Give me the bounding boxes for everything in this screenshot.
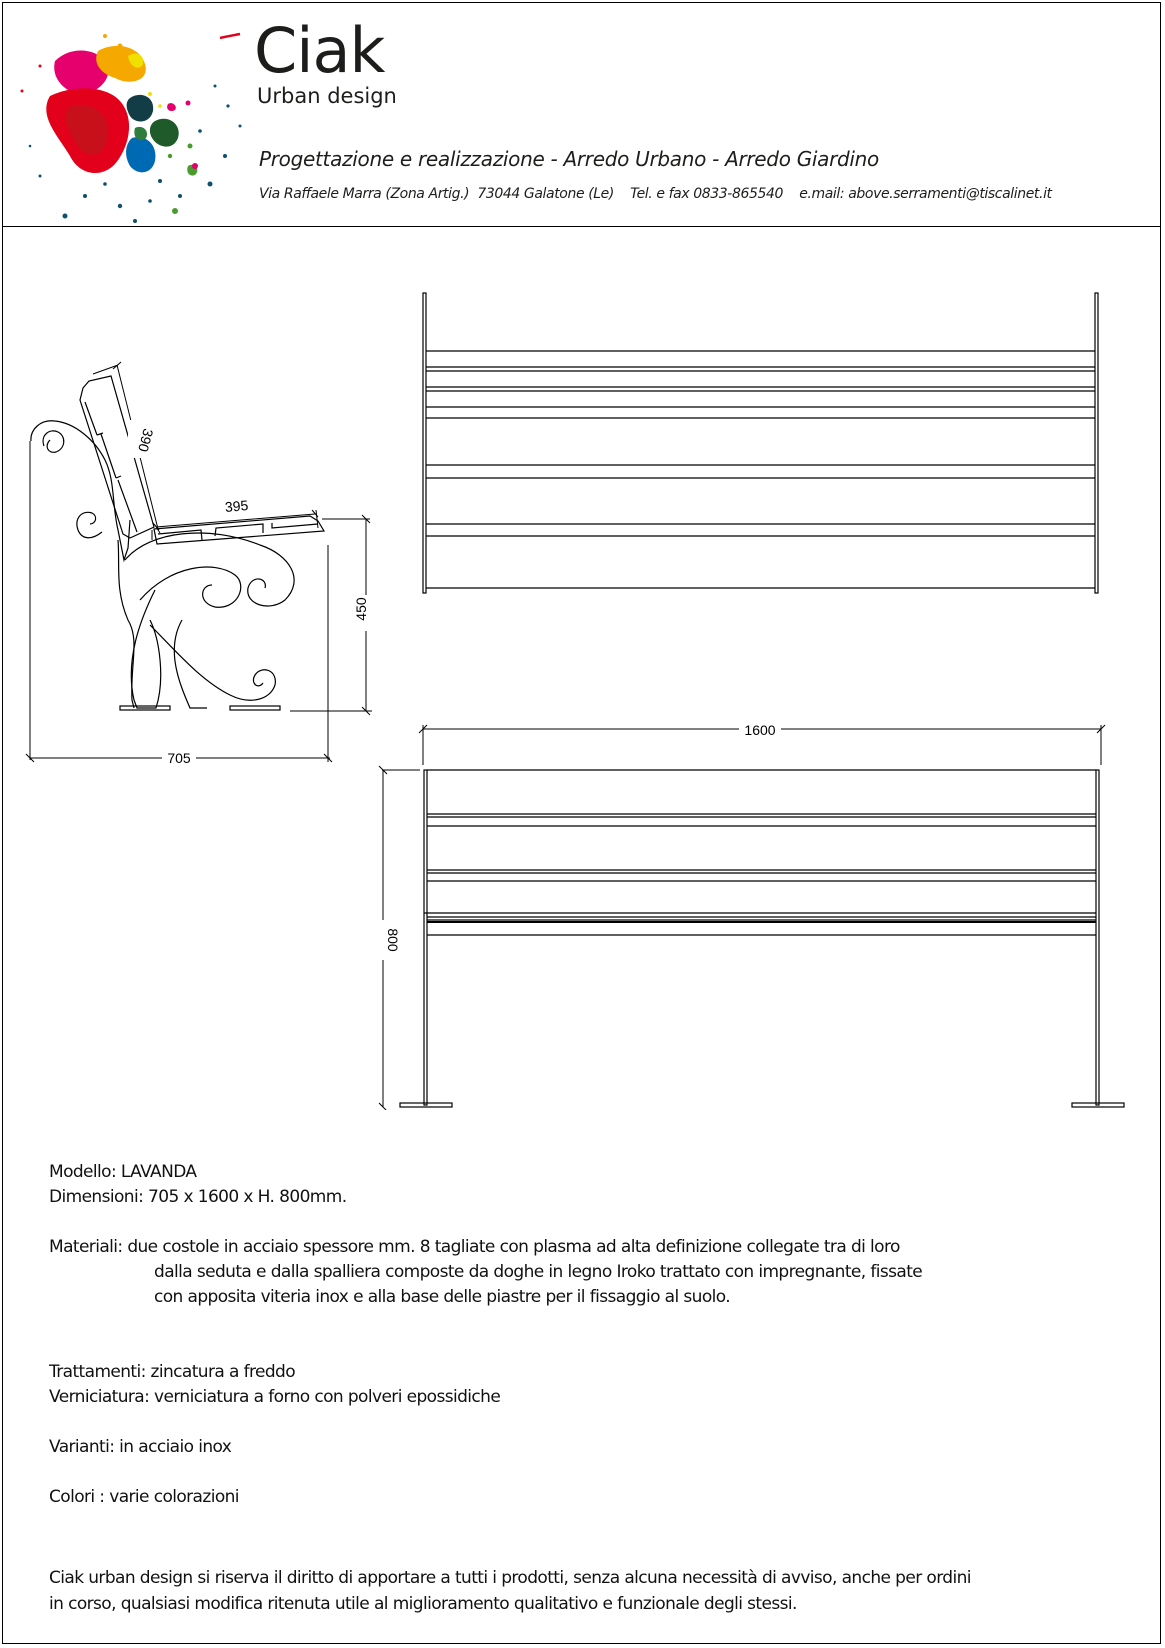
materials-row: Materiali: due costole in acciaio spessore mm. 8 tagliate con plasma ad alta definizione collegate tra di loro	[49, 1237, 900, 1257]
disclaimer-line: Ciak urban design si riserva il diritto di apportare a tutti i prodotti, senza alcuna necessità di avviso, anche per ordini	[49, 1568, 971, 1588]
dim-total-height: 800	[385, 928, 401, 952]
dim-total-width: 1600	[744, 722, 776, 738]
contact-info: Via Raffaele Marra (Zona Artig.) 73044 Galatone (Le) Tel. e fax 0833-865540 e.mail: above.serramenti@tiscalinet.it	[259, 186, 1052, 202]
treatment-row: Trattamenti: zincatura a freddo	[49, 1362, 296, 1382]
materials-row-cont: con apposita viteria inox e alla base delle piastre per il fissaggio al suolo.	[154, 1287, 731, 1307]
brand-subtitle: Urban design	[257, 84, 397, 108]
model-value: LAVANDA	[120, 1162, 197, 1182]
model-row	[49, 1160, 922, 1185]
leg-left	[424, 770, 427, 1105]
leg-left	[423, 293, 426, 593]
dimensions-row: Dimensioni: 705 x 1600 x H. 800mm.	[49, 1187, 347, 1207]
model-label: Modello:	[49, 1162, 121, 1182]
dimension-lines	[382, 725, 1101, 1107]
leg-right	[1095, 293, 1098, 593]
colors-row: Colori : varie colorazioni	[49, 1487, 239, 1507]
top-view-slats	[426, 351, 1095, 588]
dim-total-depth: 705	[167, 750, 191, 766]
dim-seat-height: 450	[353, 597, 369, 621]
dim-backrest: 390	[135, 426, 157, 454]
product-specs	[49, 1160, 922, 1510]
front-view-slats	[424, 770, 1096, 935]
base-plate	[230, 706, 280, 710]
brand-name: Ciak	[254, 14, 385, 87]
side-frame	[31, 421, 294, 708]
front-view	[379, 725, 1124, 1110]
dimension-lines	[30, 365, 372, 762]
painting-row: Verniciatura: verniciatura a forno con polveri epossidiche	[49, 1387, 501, 1407]
dim-seat-depth: 395	[224, 497, 249, 516]
tagline: Progettazione e realizzazione - Arredo Urbano - Arredo Giardino	[259, 147, 879, 171]
leg-right	[1096, 770, 1099, 1105]
top-view	[423, 293, 1098, 593]
materials-row-cont: dalla seduta e dalla spalliera composte da doghe in legno Iroko trattato con impregnante, fissate	[154, 1262, 923, 1282]
variants-row: Varianti: in acciaio inox	[49, 1437, 232, 1457]
dimension-labels	[128, 420, 781, 960]
disclaimer	[49, 1565, 971, 1617]
dimension-ticks	[26, 362, 370, 762]
side-view	[26, 362, 372, 762]
disclaimer-line: in corso, qualsiasi modifica ritenuta utile al miglioramento qualitativo e funzionale degli stessi.	[49, 1594, 797, 1614]
